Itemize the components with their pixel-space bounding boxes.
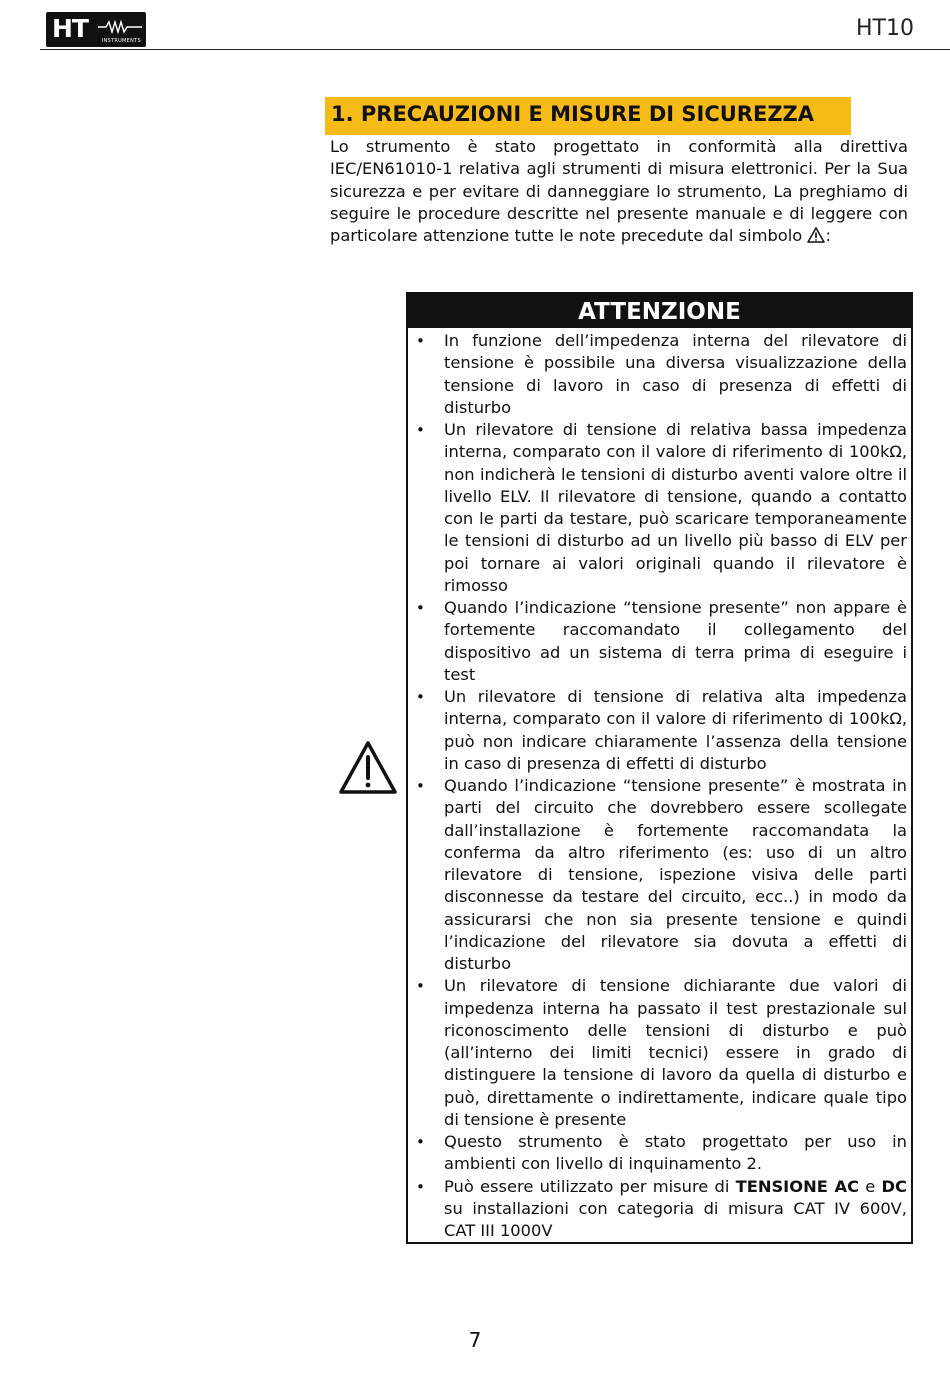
- warning-item: • Quando l’indicazione “tensione presente” non appare è fortemente raccomandato il collegamento del dispositivo ad un sistema di terra prima di eseguire i test: [444, 597, 907, 686]
- header-divider: [40, 49, 950, 50]
- warning-box: [406, 292, 913, 1244]
- warning-item: • Un rilevatore di tensione dichiarante due valori di impedenza interna ha passato il test prestazionale sul riconoscimento delle tensioni di disturbo e può (all’interno dei limiti tecnici) essere in grado di distinguere la tensione di lavoro da quella di disturbo e può, direttamente o indirettamente, indicare quale tipo di tensione è presente: [444, 975, 907, 1131]
- warning-triangle-icon: [338, 740, 398, 796]
- warning-item: • Un rilevatore di tensione di relativa alta impedenza interna, comparato con il valore di riferimento di 100kΩ, può non indicare chiaramente l’assenza della tensione in caso di presenza di effetti di disturbo: [444, 686, 907, 775]
- warning-item: • Questo strumento è stato progettato per uso in ambienti con livello di inquinamento 2.: [444, 1131, 907, 1176]
- page-number: 7: [468, 1328, 482, 1352]
- tensione-ac-label: TENSIONE AC: [735, 1176, 860, 1196]
- last-item-prefix: Può essere utilizzato per misure di: [444, 1176, 736, 1196]
- warning-item: • Un rilevatore di tensione di relativa bassa impedenza interna, comparato con il valore di riferimento di 100kΩ, non indicherà le tensioni di disturbo aventi valore oltre il livello ELV. Il rilevatore di tensione, quando a contatto con le parti da testare, può scaricare temporaneamente le tensioni di disturbo ad un livello più basso di ELV per poi tornare ai valori originali quando il rilevatore è rimosso: [444, 419, 907, 597]
- warning-list: [408, 328, 911, 1242]
- warning-item: • Quando l’indicazione “tensione presente” è mostrata in parti del circuito che dovrebbero essere scollegate dall’installazione è fortemente raccomandata la conferma da altro riferimento (es: uso di un altro rilevatore di tensione, ispezione visiva delle parti disconnesse da testare del circuito, ecc..) in modo da assicurarsi che non sia presente tensione e quindi l’indicazione del rilevatore sia dovuta a effetti di disturbo: [444, 775, 907, 975]
- logo-subtext: INSTRUMENTS: [101, 38, 141, 44]
- last-item-suffix: su installazioni con categoria di misura CAT IV 600V, CAT III 1000V: [444, 1198, 907, 1240]
- warning-triangle-icon: [807, 227, 825, 243]
- warning-box-title: ATTENZIONE: [408, 294, 911, 328]
- warning-item: • In funzione dell’impedenza interna del rilevatore di tensione è possibile una diversa visualizzazione della tensione di lavoro in caso di presenza di effetti di disturbo: [444, 330, 907, 419]
- section-title: 1. PRECAUZIONI E MISURE DI SICUREZZA: [325, 97, 851, 135]
- warning-item-measure-category: [444, 1176, 907, 1243]
- intro-text: Lo strumento è stato progettato in conformità alla direttiva IEC/EN61010-1 relativa agli strumenti di misura elettronici. Per la Sua sicurezza e per evitare di danneggiare lo strumento, La preghiamo di seguire le procedure descritte nel presente manuale e di leggere con particolare attenzione tutte le note precedute dal simbolo: [330, 137, 908, 246]
- ht-instruments-logo: [46, 12, 146, 47]
- dc-label: DC: [881, 1176, 907, 1196]
- intro-paragraph: [330, 136, 908, 247]
- waveform-icon: [98, 20, 142, 34]
- intro-suffix: :: [825, 226, 831, 246]
- last-item-middle: e: [859, 1176, 882, 1196]
- logo-text: HT: [52, 14, 88, 43]
- model-name: HT10: [856, 16, 914, 41]
